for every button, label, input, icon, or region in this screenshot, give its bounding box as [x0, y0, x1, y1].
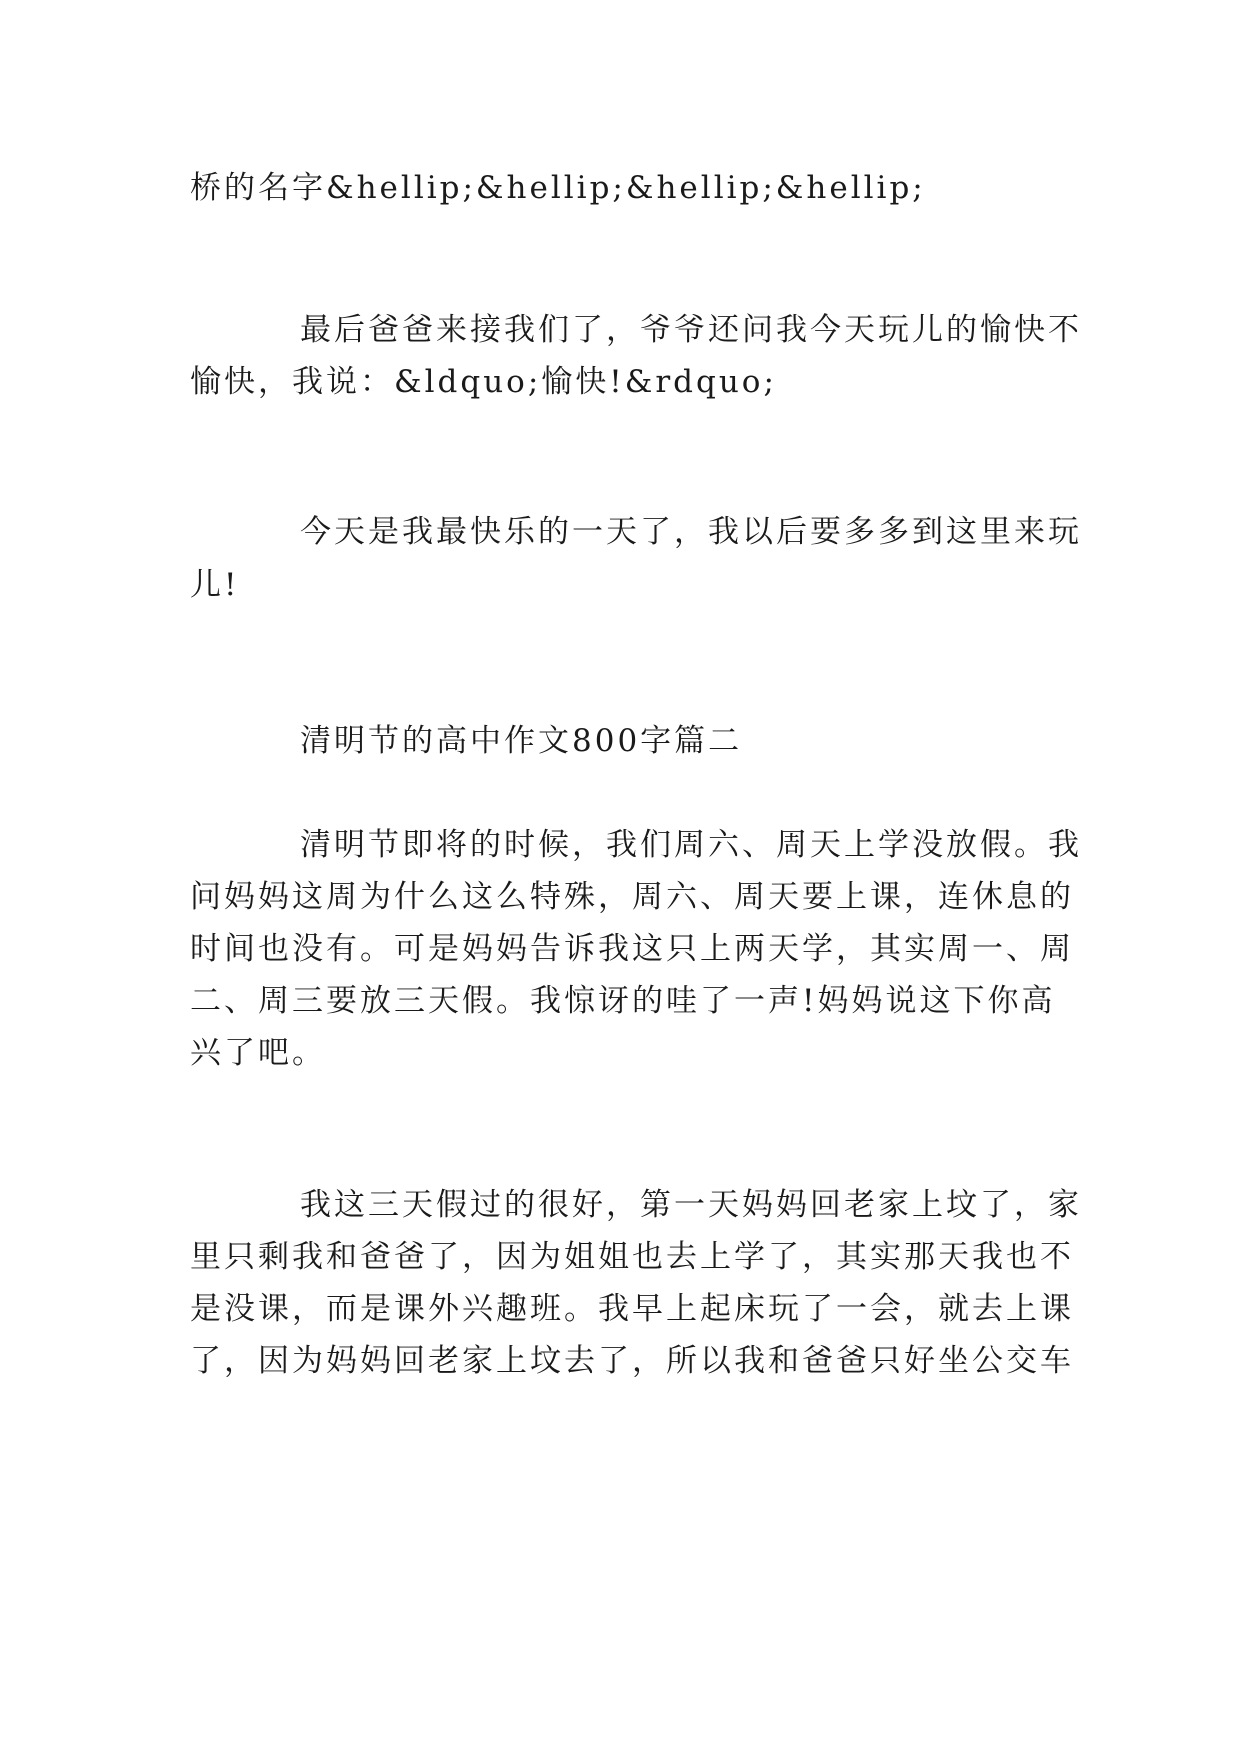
text-line: 里只剩我和爸爸了，因为姐姐也去上学了，其实那天我也不 — [190, 1239, 1074, 1275]
text-line: 时间也没有。可是妈妈告诉我这只上两天学，其实周一、周 — [190, 931, 1074, 967]
text-line: 问妈妈这周为什么这么特殊，周六、周天要上课，连休息的 — [190, 879, 1074, 915]
paragraph-first-line: 今天是我最快乐的一天了，我以后要多多到这里来玩 — [300, 514, 1082, 550]
paragraph-first-line: 最后爸爸来接我们了，爷爷还问我今天玩儿的愉快不 — [300, 312, 1082, 348]
text-line: 愉快，我说：&ldquo;愉快!&rdquo; — [190, 364, 777, 400]
text-line: 了，因为妈妈回老家上坟去了，所以我和爸爸只好坐公交车 — [190, 1343, 1074, 1379]
text-line: 是没课，而是课外兴趣班。我早上起床玩了一会，就去上课 — [190, 1291, 1074, 1327]
paragraph-first-line: 我这三天假过的很好，第一天妈妈回老家上坟了，家 — [300, 1187, 1082, 1223]
text-line: 兴了吧。 — [190, 1035, 326, 1071]
text-line: 儿! — [190, 567, 240, 603]
text-line: 桥的名字&hellip;&hellip;&hellip;&hellip; — [190, 170, 926, 206]
section-heading: 清明节的高中作文800字篇二 — [300, 723, 743, 759]
text-line: 二、周三要放三天假。我惊讶的哇了一声!妈妈说这下你高 — [190, 983, 1056, 1019]
paragraph-first-line: 清明节即将的时候，我们周六、周天上学没放假。我 — [300, 827, 1082, 863]
